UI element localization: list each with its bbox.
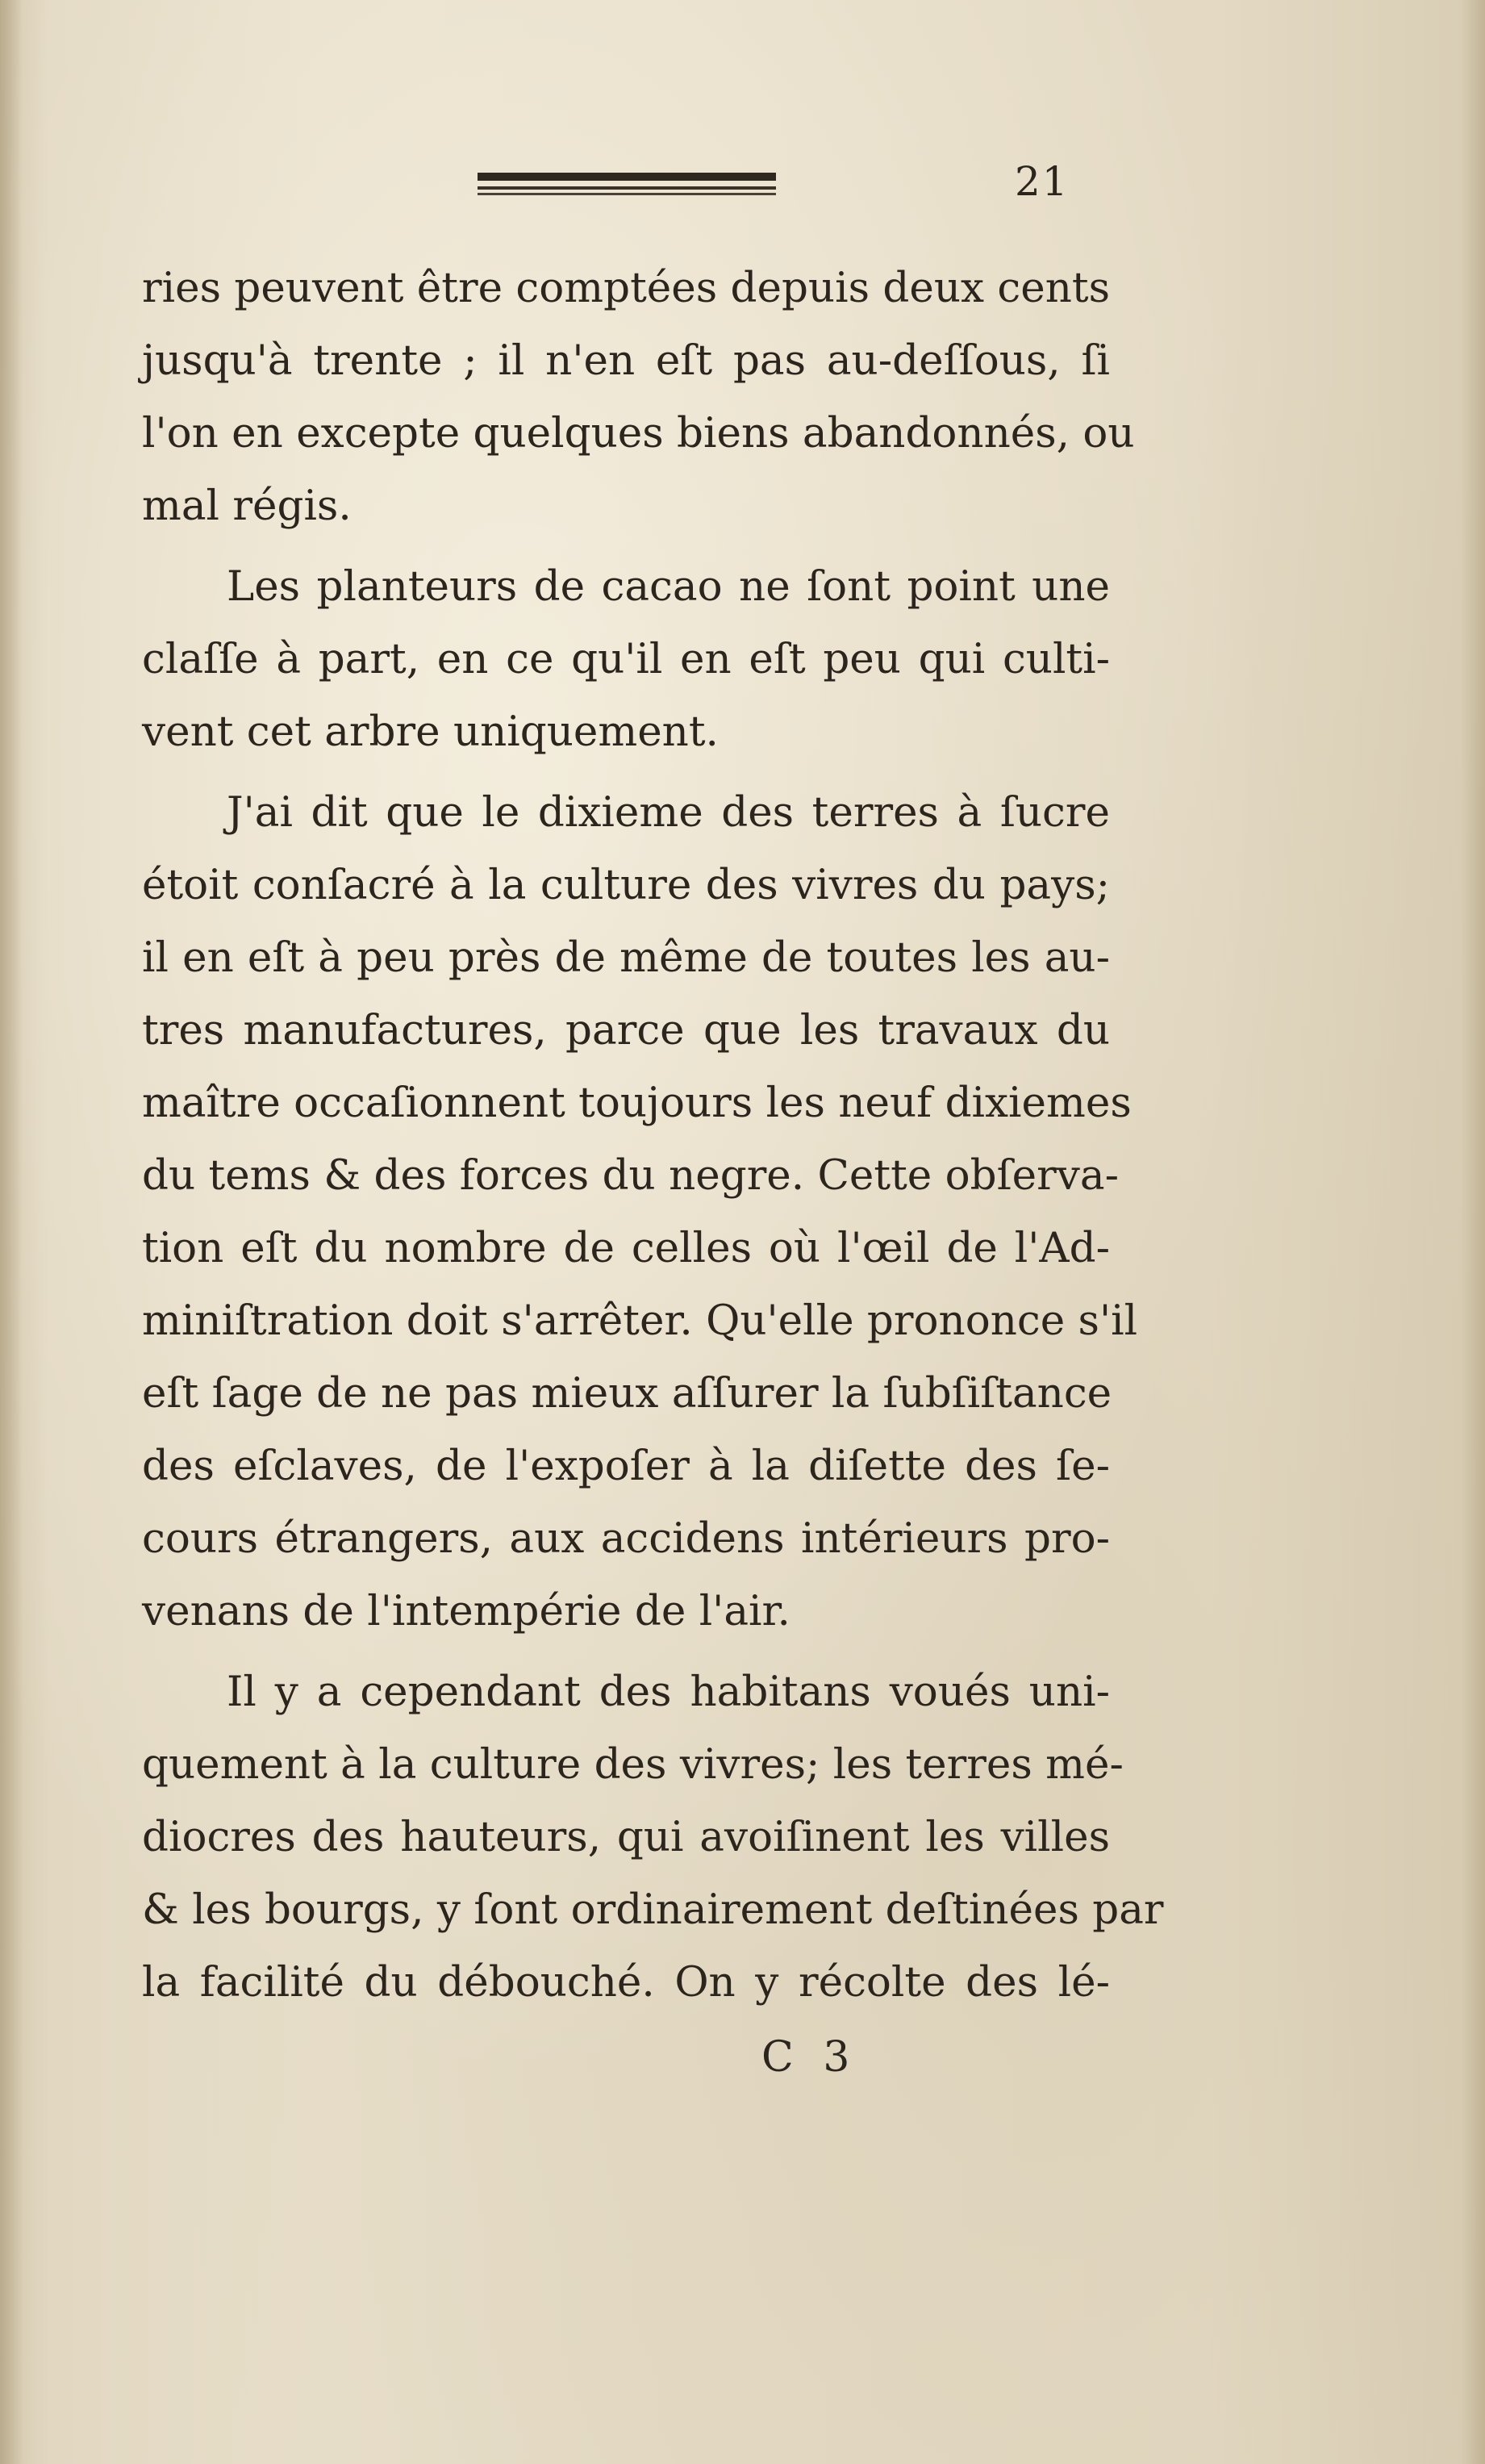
text-line: vent cet arbre uniquement. <box>142 708 719 756</box>
text-line: l'on en excepte quelques biens abandonnés, ou <box>142 409 1135 457</box>
text-line: maître occaſionnent toujours les neuf dixiemes <box>142 1079 1132 1127</box>
text-line: mal régis. <box>142 482 352 530</box>
text-line: jusqu'à trente ; il n'en eſt pas au-deſſous, ſi <box>142 336 1110 385</box>
text-line: J'ai dit que le dixieme des terres à ſucre <box>227 788 1110 837</box>
text-line: cours étrangers, aux accidens intérieurs pro- <box>142 1514 1110 1563</box>
text-line: miniſtration doit s'arrêter. Qu'elle prononce s'il <box>142 1297 1138 1345</box>
header-rule <box>478 173 776 197</box>
text-line: des eſclaves, de l'expoſer à la diſette des ſe- <box>142 1442 1110 1490</box>
text-line: étoit conſacré à la culture des vivres du pays; <box>142 861 1110 909</box>
text-line: tion eſt du nombre de celles où l'œil de l'Ad- <box>142 1224 1110 1272</box>
text-line: tres manufactures, parce que les travaux du <box>142 1006 1110 1055</box>
text-line: Les planteurs de cacao ne ſont point une <box>227 562 1110 611</box>
text-line: claſſe à part, en ce qu'il en eſt peu qui culti- <box>142 635 1110 683</box>
page-number: 21 <box>1015 158 1070 205</box>
text-line: diocres des hauteurs, qui avoiſinent les villes <box>142 1813 1110 1861</box>
text-line: & les bourgs, y ſont ordinairement deſtinées par <box>142 1886 1164 1934</box>
text-line: la facilité du débouché. On y récolte des lé- <box>142 1958 1110 2007</box>
text-line: ries peuvent être comptées depuis deux cents <box>142 264 1111 312</box>
body-text <box>142 252 1164 2019</box>
text-line: du tems & des forces du negre. Cette obſerva- <box>142 1151 1119 1200</box>
text-line: il en eſt à peu près de même de toutes les au- <box>142 933 1110 982</box>
text-line: quement à la culture des vivres; les terres mé- <box>142 1740 1124 1789</box>
text-line: eſt ſage de ne pas mieux aſſurer la ſubſiſtance <box>142 1369 1112 1418</box>
page-edge-right <box>1461 0 1485 2464</box>
text-line: venans de l'intempérie de l'air. <box>142 1587 790 1635</box>
signature-mark: C 3 <box>761 2033 858 2082</box>
page-edge-left <box>0 0 23 2464</box>
text-line: Il y a cependant des habitans voués uni- <box>227 1668 1110 1716</box>
